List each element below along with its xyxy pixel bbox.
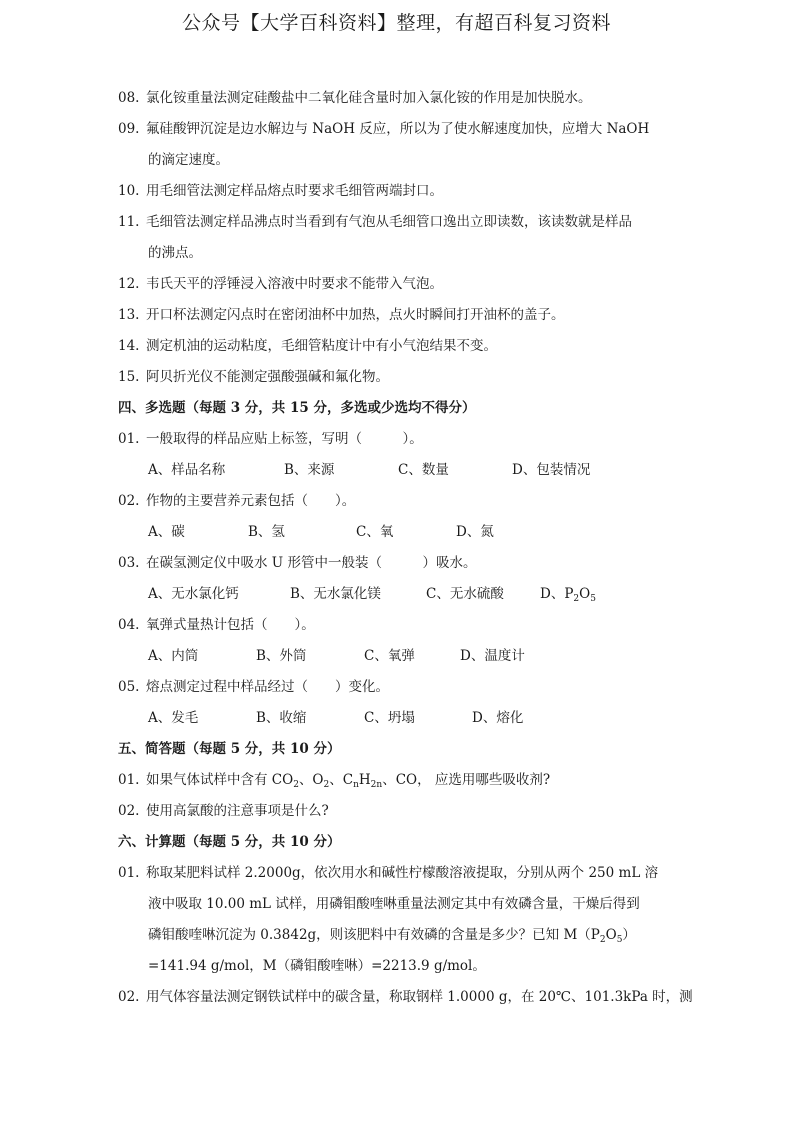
- option-c: C、无水硫酸: [426, 586, 504, 602]
- mc-options-05: [118, 708, 678, 739]
- mc-options-04: [118, 646, 678, 677]
- tf-question-11-cont: 的沸点。: [148, 245, 202, 261]
- mc-question-04: 04. 氧弹式量热计包括（ ）。: [118, 617, 315, 633]
- option-b: B、来源: [284, 462, 335, 478]
- section-heading-calculation: 六、计算题（每题 5 分，共 10 分）: [118, 834, 341, 850]
- calc-question-01-cont3: =141.94 g/mol，M（磷钼酸喹啉）=2213.9 g/mol。: [148, 958, 486, 974]
- option-c: C、氧弹: [364, 648, 415, 664]
- page-header: 公众号【大学百科资料】整理，有超百科复习资料: [181, 12, 611, 34]
- option-a: A、内筒: [148, 648, 199, 664]
- option-a: A、碳: [148, 524, 185, 540]
- option-d: D、温度计: [460, 648, 525, 664]
- tf-question-14: 14. 测定机油的运动粘度，毛细管粘度计中有小气泡结果不变。: [118, 338, 497, 354]
- calc-question-01-cont2: 磷钼酸喹啉沉淀为 0.3842g，则该肥料中有效磷的含量是多少？已知 $M(P_2O_5)$: [148, 927, 636, 945]
- calc-question-01-cont1: 液中吸取 10.00 mL 试样，用磷钼酸喹啉重量法测定其中有效磷含量，干燥后得到: [148, 896, 640, 912]
- tf-question-09-cont: 的滴定速度。: [148, 152, 229, 168]
- mc-options-03: [118, 584, 678, 615]
- section-heading-short-answer: 五、简答题（每题 5 分，共 10 分）: [118, 741, 341, 757]
- option-d: D、熔化: [472, 710, 524, 726]
- tf-question-08: 08. 氯化铵重量法测定硅酸盐中二氧化硅含量时加入氯化铵的作用是加快脱水。: [118, 90, 592, 106]
- tf-question-09: 09. 氟硅酸钾沉淀是边水解边与 NaOH 反应，所以为了使水解速度加快，应增大 NaOH: [118, 121, 650, 137]
- sa-question-01: 01. 如果气体试样中含有 $CO_2$、$O_2$、$C_nH_{2n}$、CO， 应选用哪些吸收剂?: [118, 772, 551, 790]
- tf-question-15: 15. 阿贝折光仪不能测定强酸强碱和氟化物。: [118, 369, 389, 385]
- option-c: C、数量: [398, 462, 449, 478]
- mc-question-02: 02. 作物的主要营养元素包括（ ）。: [118, 493, 356, 509]
- section-heading-multiple-choice: 四、多选题（每题 3 分，共 15 分，多选或少选均不得分）: [118, 400, 476, 416]
- option-d: D、$P_2O_5$: [540, 586, 596, 604]
- option-d: D、氮: [456, 524, 494, 540]
- option-b: B、氢: [248, 524, 285, 540]
- mc-options-01: [118, 460, 678, 491]
- calc-question-01: 01. 称取某肥料试样 2.2000g，依次用水和碱性柠檬酸溶液提取，分别从两个 250 mL 溶: [118, 865, 659, 881]
- option-a: A、发毛: [148, 710, 199, 726]
- tf-question-13: 13. 开口杯法测定闪点时在密闭油杯中加热，点火时瞬间打开油杯的盖子。: [118, 307, 565, 323]
- tf-question-11: 11. 毛细管法测定样品沸点时当看到有气泡从毛细管口逸出立即读数，该读数就是样品: [118, 214, 632, 230]
- sa-question-02: 02. 使用高氯酸的注意事项是什么?: [118, 803, 329, 819]
- tf-question-10: 10. 用毛细管法测定样品熔点时要求毛细管两端封口。: [118, 183, 443, 199]
- option-a: A、无水氯化钙: [148, 586, 239, 602]
- mc-question-01: 01. 一般取得的样品应贴上标签，写明（ ）。: [118, 431, 423, 447]
- mc-question-05: 05. 熔点测定过程中样品经过（ ）变化。: [118, 679, 389, 695]
- option-b: B、收缩: [256, 710, 307, 726]
- option-c: C、坍塌: [364, 710, 415, 726]
- tf-question-12: 12. 韦氏天平的浮锤浸入溶液中时要求不能带入气泡。: [118, 276, 443, 292]
- option-a: A、样品名称: [148, 462, 226, 478]
- option-b: B、外筒: [256, 648, 307, 664]
- mc-options-02: [118, 522, 678, 553]
- mc-question-03: 03. 在碳氢测定仪中吸水 U 形管中一般装（ ）吸水。: [118, 555, 477, 571]
- option-d: D、包装情况: [512, 462, 591, 478]
- calc-question-02: 02. 用气体容量法测定钢铁试样中的碳含量，称取钢样 1.0000 g，在 20℃、101.3kPa 时，测: [118, 989, 693, 1005]
- option-c: C、氧: [356, 524, 394, 540]
- option-b: B、无水氯化镁: [290, 586, 381, 602]
- document-body: [118, 88, 693, 1018]
